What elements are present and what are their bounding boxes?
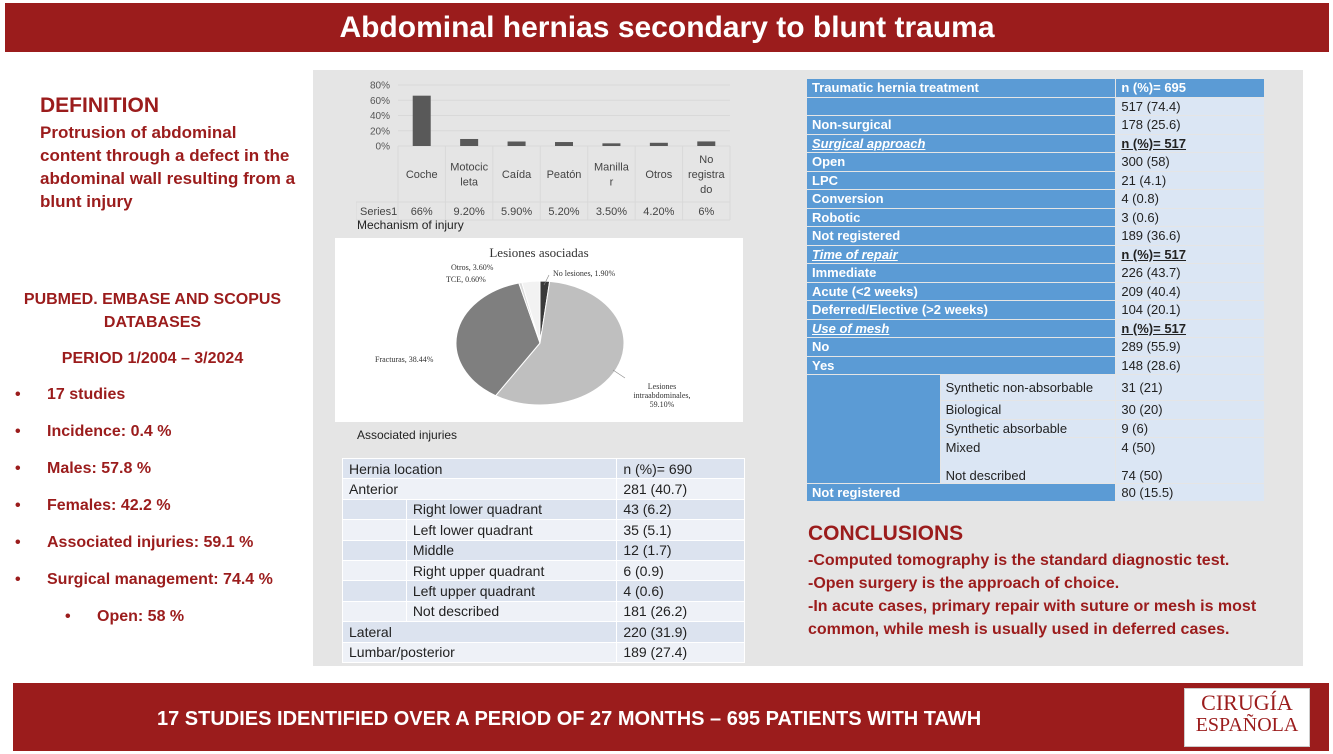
table-cell: 35 (5.1) bbox=[617, 520, 745, 540]
table-cell: 189 (36.6) bbox=[1116, 227, 1265, 246]
table-cell: 189 (27.4) bbox=[617, 642, 745, 662]
table-cell: Left lower quadrant bbox=[406, 520, 617, 540]
bullet-icon: • bbox=[15, 497, 21, 514]
category-label: Peatón bbox=[546, 169, 582, 181]
pie-label: TCE, 0.60% bbox=[446, 275, 486, 284]
bar bbox=[460, 139, 478, 146]
table-cell: Middle bbox=[406, 540, 617, 560]
table-cell: 43 (6.2) bbox=[617, 499, 745, 519]
table-row bbox=[807, 153, 1265, 172]
y-tick-label: 20% bbox=[369, 126, 390, 138]
table-cell: n (%)= 517 bbox=[1116, 319, 1265, 338]
table-cell: Traumatic hernia treatment bbox=[807, 79, 1116, 98]
table-row bbox=[807, 282, 1265, 301]
table-cell bbox=[807, 97, 1116, 116]
table-row bbox=[343, 622, 745, 642]
category-label: Coche bbox=[405, 169, 438, 181]
table-row bbox=[343, 479, 745, 499]
table-cell: 80 (15.5) bbox=[1116, 483, 1265, 502]
category-label: Motocic leta bbox=[450, 161, 489, 189]
list-item bbox=[15, 460, 273, 497]
table-cell bbox=[343, 581, 407, 601]
table-cell: Left upper quadrant bbox=[406, 581, 617, 601]
data-label: 5.90% bbox=[500, 206, 533, 218]
table-cell: 6 (0.9) bbox=[617, 560, 745, 580]
sub-list-item bbox=[15, 608, 273, 645]
leader-line bbox=[613, 370, 625, 378]
table-cell: 9 (6) bbox=[1116, 419, 1265, 438]
logo-line-2: ESPAÑOLA bbox=[1195, 714, 1299, 736]
table-cell: Mixed bbox=[940, 438, 1116, 457]
bar bbox=[602, 143, 620, 146]
associated-injuries-pie-chart bbox=[335, 238, 743, 422]
definition-text: Protrusion of abdominal content through a defect in the abdominal wall resulting from a blunt injury bbox=[40, 123, 296, 211]
table-cell: Lumbar/posterior bbox=[343, 642, 617, 662]
list-item bbox=[15, 386, 273, 423]
table-row bbox=[807, 116, 1265, 135]
bullet-text: Females: 42.2 % bbox=[47, 497, 171, 514]
table-row bbox=[807, 79, 1265, 98]
table-row bbox=[807, 319, 1265, 338]
bullet-icon: • bbox=[15, 460, 21, 477]
table-row bbox=[807, 301, 1265, 320]
series-label: Series1 bbox=[360, 206, 398, 218]
data-label: 66% bbox=[410, 206, 433, 218]
y-tick-label: 80% bbox=[369, 80, 390, 92]
category-label: Caída bbox=[501, 169, 532, 181]
table-cell: No bbox=[807, 338, 1116, 357]
table-cell: Not described bbox=[940, 456, 1116, 483]
bullet-text: 17 studies bbox=[47, 386, 126, 403]
table-row bbox=[343, 601, 745, 621]
data-label: 5.20% bbox=[548, 206, 580, 218]
table-cell: 209 (40.4) bbox=[1116, 282, 1265, 301]
table-cell: n (%)= 695 bbox=[1116, 79, 1265, 98]
table-cell: Non-surgical bbox=[807, 116, 1116, 135]
conclusion-line: -Computed tomography is the standard diagnostic test. bbox=[808, 552, 1230, 569]
bullet-icon: • bbox=[65, 608, 71, 625]
y-tick-label: 40% bbox=[369, 111, 390, 122]
category-label: Manilla r bbox=[593, 161, 629, 189]
table-cell: Not registered bbox=[807, 483, 1116, 502]
table-row bbox=[807, 227, 1265, 246]
pie-label: Otros, 3.60% bbox=[451, 263, 494, 272]
category-label: No registra do bbox=[687, 154, 725, 196]
table-cell: Immediate bbox=[807, 264, 1116, 283]
table-cell: Open bbox=[807, 153, 1116, 172]
table-cell: 226 (43.7) bbox=[1116, 264, 1265, 283]
table-row bbox=[807, 375, 1265, 401]
mechanism-bar-chart bbox=[356, 76, 736, 236]
databases-text: PUBMED. EMBASE AND SCOPUS DATABASES bbox=[23, 291, 282, 331]
pie-chart-caption: Associated injuries bbox=[357, 428, 458, 442]
table-cell: 300 (58) bbox=[1116, 153, 1265, 172]
table-row bbox=[807, 134, 1265, 153]
period-text: PERIOD 1/2004 – 3/2024 bbox=[61, 350, 244, 367]
pie-title: Lesiones asociadas bbox=[489, 245, 589, 260]
table-cell: 4 (0.6) bbox=[617, 581, 745, 601]
table-cell: Lateral bbox=[343, 622, 617, 642]
table-cell: Right lower quadrant bbox=[406, 499, 617, 519]
table-cell bbox=[343, 520, 407, 540]
table-cell bbox=[343, 499, 407, 519]
pie-chart-box bbox=[335, 238, 743, 422]
poster-title: Abdominal hernias secondary to blunt trauma bbox=[5, 3, 1329, 52]
table-cell bbox=[343, 540, 407, 560]
data-label: 3.50% bbox=[595, 206, 628, 218]
bar bbox=[697, 141, 715, 146]
table-cell: 178 (25.6) bbox=[1116, 116, 1265, 135]
table-cell: Hernia location bbox=[343, 459, 617, 479]
bullet-icon: • bbox=[15, 534, 21, 551]
bar bbox=[650, 143, 668, 146]
bar bbox=[508, 142, 526, 146]
data-label: 4.20% bbox=[643, 206, 675, 218]
table-cell: n (%)= 517 bbox=[1116, 245, 1265, 264]
logo-line-1: CIRUGÍA bbox=[1201, 690, 1293, 715]
hernia-location-table bbox=[342, 458, 745, 663]
table-row bbox=[343, 520, 745, 540]
table-row bbox=[807, 208, 1265, 227]
table-row bbox=[343, 642, 745, 662]
table-cell: 31 (21) bbox=[1116, 375, 1265, 401]
journal-logo bbox=[1184, 688, 1310, 747]
pie-label: Lesiones intraabdominales, 59.10% bbox=[633, 382, 691, 409]
bullet-text: Associated injuries: 59.1 % bbox=[47, 534, 254, 551]
table-cell: Acute (<2 weeks) bbox=[807, 282, 1116, 301]
table-cell: LPC bbox=[807, 171, 1116, 190]
table-row bbox=[807, 97, 1265, 116]
table-row bbox=[343, 499, 745, 519]
table-cell: Robotic bbox=[807, 208, 1116, 227]
table-cell: 148 (28.6) bbox=[1116, 356, 1265, 375]
table-cell: 4 (0.8) bbox=[1116, 190, 1265, 209]
table-row bbox=[343, 581, 745, 601]
table-row bbox=[807, 356, 1265, 375]
list-item bbox=[15, 497, 273, 534]
conclusion-line: -Open surgery is the approach of choice. bbox=[808, 575, 1120, 592]
table-cell: 12 (1.7) bbox=[617, 540, 745, 560]
list-item bbox=[15, 571, 273, 608]
y-tick-label: 0% bbox=[375, 141, 390, 153]
table-row bbox=[807, 245, 1265, 264]
table-cell: n (%)= 517 bbox=[1116, 134, 1265, 153]
table-cell: 4 (50) bbox=[1116, 438, 1265, 457]
table-cell: Not registered bbox=[807, 227, 1116, 246]
key-findings-list bbox=[15, 386, 273, 645]
data-label: 6% bbox=[698, 206, 715, 218]
table-cell: Synthetic non-absorbable bbox=[940, 375, 1116, 401]
bullet-text: Open: 58 % bbox=[97, 608, 185, 625]
y-tick-label: 60% bbox=[369, 95, 390, 107]
table-cell: Use of mesh bbox=[807, 319, 1116, 338]
table-cell: Time of repair bbox=[807, 245, 1116, 264]
table-row bbox=[343, 459, 745, 479]
table-cell: 517 (74.4) bbox=[1116, 97, 1265, 116]
table-row bbox=[807, 171, 1265, 190]
footer-banner bbox=[13, 683, 1329, 751]
table-row bbox=[343, 540, 745, 560]
bar-chart-caption: Mechanism of injury bbox=[357, 218, 464, 232]
bullet-icon: • bbox=[15, 571, 21, 588]
table-cell: Anterior bbox=[343, 479, 617, 499]
data-label: 9.20% bbox=[453, 206, 485, 218]
conclusion-line: -In acute cases, primary repair with suture or mesh is most common, while mesh is usually used in deferred cases. bbox=[808, 598, 1257, 638]
conclusions-heading: CONCLUSIONS bbox=[808, 522, 964, 545]
table-row bbox=[807, 264, 1265, 283]
table-cell: Not described bbox=[406, 601, 617, 621]
bar bbox=[413, 96, 431, 146]
table-row bbox=[807, 338, 1265, 357]
table-row bbox=[807, 483, 1265, 502]
table-cell: Synthetic absorbable bbox=[940, 419, 1116, 438]
table-cell: 21 (4.1) bbox=[1116, 171, 1265, 190]
table-cell bbox=[343, 601, 407, 621]
table-cell: 3 (0.6) bbox=[1116, 208, 1265, 227]
table-cell: Right upper quadrant bbox=[406, 560, 617, 580]
table-cell: n (%)= 690 bbox=[617, 459, 745, 479]
table-cell: 220 (31.9) bbox=[617, 622, 745, 642]
table-cell: Yes bbox=[807, 356, 1116, 375]
table-cell bbox=[343, 560, 407, 580]
table-cell: 104 (20.1) bbox=[1116, 301, 1265, 320]
table-cell: Deferred/Elective (>2 weeks) bbox=[807, 301, 1116, 320]
table-cell: 281 (40.7) bbox=[617, 479, 745, 499]
bullet-text: Males: 57.8 % bbox=[47, 460, 152, 477]
table-cell: 30 (20) bbox=[1116, 401, 1265, 420]
table-cell: 181 (26.2) bbox=[617, 601, 745, 621]
table-cell: 74 (50) bbox=[1116, 456, 1265, 483]
list-item bbox=[15, 423, 273, 460]
table-cell: Biological bbox=[940, 401, 1116, 420]
pie-label: Fracturas, 38.44% bbox=[375, 355, 434, 364]
bullet-text: Incidence: 0.4 % bbox=[47, 423, 172, 440]
table-cell: 289 (55.9) bbox=[1116, 338, 1265, 357]
table-row bbox=[343, 560, 745, 580]
bullet-text: Surgical management: 74.4 % bbox=[47, 571, 273, 588]
pie-label: No lesiones, 1.90% bbox=[553, 269, 616, 278]
bullet-icon: • bbox=[15, 423, 21, 440]
definition-heading: DEFINITION bbox=[40, 94, 159, 117]
bullet-icon: • bbox=[15, 386, 21, 403]
list-item bbox=[15, 534, 273, 571]
treatment-table bbox=[806, 78, 1265, 502]
table-row bbox=[807, 190, 1265, 209]
bar bbox=[555, 142, 573, 146]
footer-text: 17 STUDIES IDENTIFIED OVER A PERIOD OF 27 MONTHS – 695 PATIENTS WITH TAWH bbox=[157, 708, 982, 730]
table-cell: Conversion bbox=[807, 190, 1116, 209]
conclusions-text bbox=[808, 549, 1298, 641]
table-cell bbox=[807, 375, 941, 484]
category-label: Otros bbox=[645, 169, 673, 181]
table-cell: Surgical approach bbox=[807, 134, 1116, 153]
